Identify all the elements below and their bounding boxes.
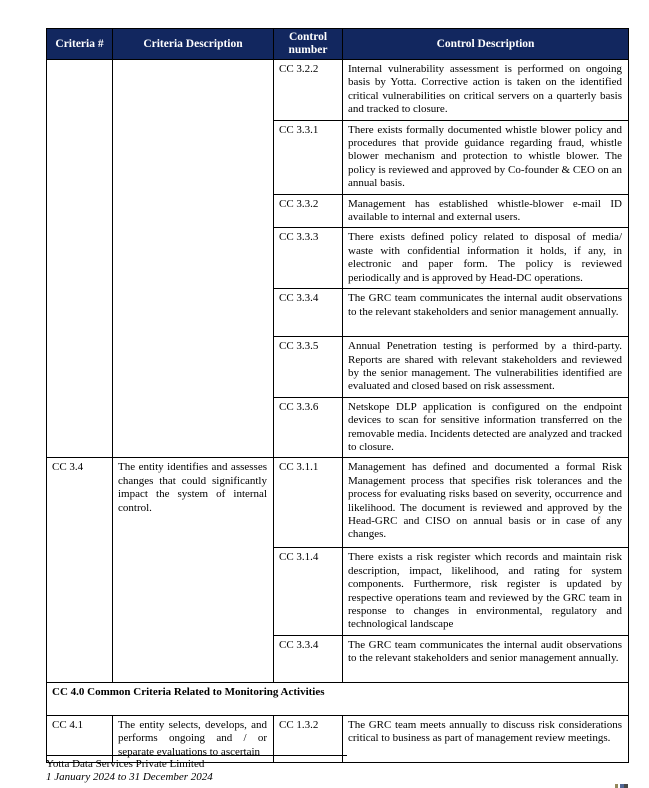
control-number-cell: CC 1.3.2: [274, 715, 343, 762]
header-control-description: Control Description: [343, 29, 629, 60]
control-number-cell: CC 3.3.2: [274, 194, 343, 228]
footer-company-name: Yotta Data Services Private Limited: [46, 758, 205, 770]
control-number-cell: CC 3.2.2: [274, 60, 343, 121]
section-header-row: [47, 682, 629, 715]
control-description-cell: There exists a risk register which records and maintain risk description, impact, likelihood, and rating for system components. Furthermore, risk register is updated by respective operations team and reviewed by the GRC team in response to changes in environmental, regulatory and technological landscape: [343, 548, 629, 635]
header-control-number: Control number: [274, 29, 343, 60]
criteria-description-cell: The entity selects, develops, and performs ongoing and / or separate evaluations to ascertain: [113, 715, 274, 762]
control-row: [47, 60, 629, 121]
control-description-cell: The GRC team communicates the internal audit observations to the relevant stakeholders and senior management annually.: [343, 635, 629, 682]
header-criteria-number: Criteria #: [47, 29, 113, 60]
control-number-cell: CC 3.3.1: [274, 120, 343, 194]
criteria-controls-table: [46, 28, 629, 763]
criteria-description-cell: [113, 60, 274, 458]
control-description-cell: There exists defined policy related to disposal of media/ waste with confidential information it holds, if any, in electronic and paper form. The policy is reviewed periodically and is approved by Head-DC operations.: [343, 228, 629, 289]
control-description-cell: Management has established whistle-blower e-mail ID available to internal and external users.: [343, 194, 629, 228]
control-description-cell: Management has defined and documented a formal Risk Management process that specifies risk tolerances and the process for evaluating risks based on severity, occurrence and likelihood. The document is reviewed and approved by the Head-GRC and CISO on annual basis or in case of any changes.: [343, 458, 629, 548]
control-number-cell: CC 3.3.3: [274, 228, 343, 289]
control-row: [47, 458, 629, 548]
control-description-cell: Internal vulnerability assessment is performed on ongoing basis by Yotta. Corrective action is taken on the identified critical vulnerabilities on critical servers on a quarterly basis and tracked to closure.: [343, 60, 629, 121]
page-number-fragment: [615, 784, 628, 788]
page-footer: [46, 755, 347, 784]
report-table-body: [47, 60, 629, 763]
footer-report-period: 1 January 2024 to 31 December 2024: [46, 771, 213, 783]
control-number-cell: CC 3.3.6: [274, 397, 343, 458]
control-number-cell: CC 3.1.1: [274, 458, 343, 548]
control-number-cell: CC 3.1.4: [274, 548, 343, 635]
criteria-id-cell: CC 4.1: [47, 715, 113, 762]
criteria-id-cell: CC 3.4: [47, 458, 113, 682]
control-number-cell: CC 3.3.4: [274, 635, 343, 682]
control-number-cell: CC 3.3.4: [274, 289, 343, 337]
control-description-cell: There exists formally documented whistle blower policy and procedures that provide guidance regarding fraud, whistle blower mechanism and protection to whistle blower. The policy is reviewed and approved by Co-founder & CEO on an annual basis.: [343, 120, 629, 194]
table-header-row: [47, 29, 629, 60]
control-description-cell: Netskope DLP application is configured on the endpoint devices to scan for sensitive information transferred on the removable media. Incidents detected are analyzed and tracked to closure.: [343, 397, 629, 458]
control-number-cell: CC 3.3.5: [274, 337, 343, 398]
header-criteria-description: Criteria Description: [113, 29, 274, 60]
control-description-cell: The GRC team communicates the internal audit observations to the relevant stakeholders and senior management annually.: [343, 289, 629, 337]
criteria-id-cell: [47, 60, 113, 458]
control-description-cell: The GRC team meets annually to discuss risk considerations critical to business as part of management review meetings.: [343, 715, 629, 762]
section-header-text: CC 4.0 Common Criteria Related to Monitoring Activities: [47, 682, 629, 715]
control-description-cell: Annual Penetration testing is performed by a third-party. Reports are shared with relevant stakeholders and reviewed by the senior management. The vulnerabilities identified are evaluated and closed based on risk assessment.: [343, 337, 629, 398]
criteria-description-cell: The entity identifies and assesses changes that could significantly impact the system of internal control.: [113, 458, 274, 682]
